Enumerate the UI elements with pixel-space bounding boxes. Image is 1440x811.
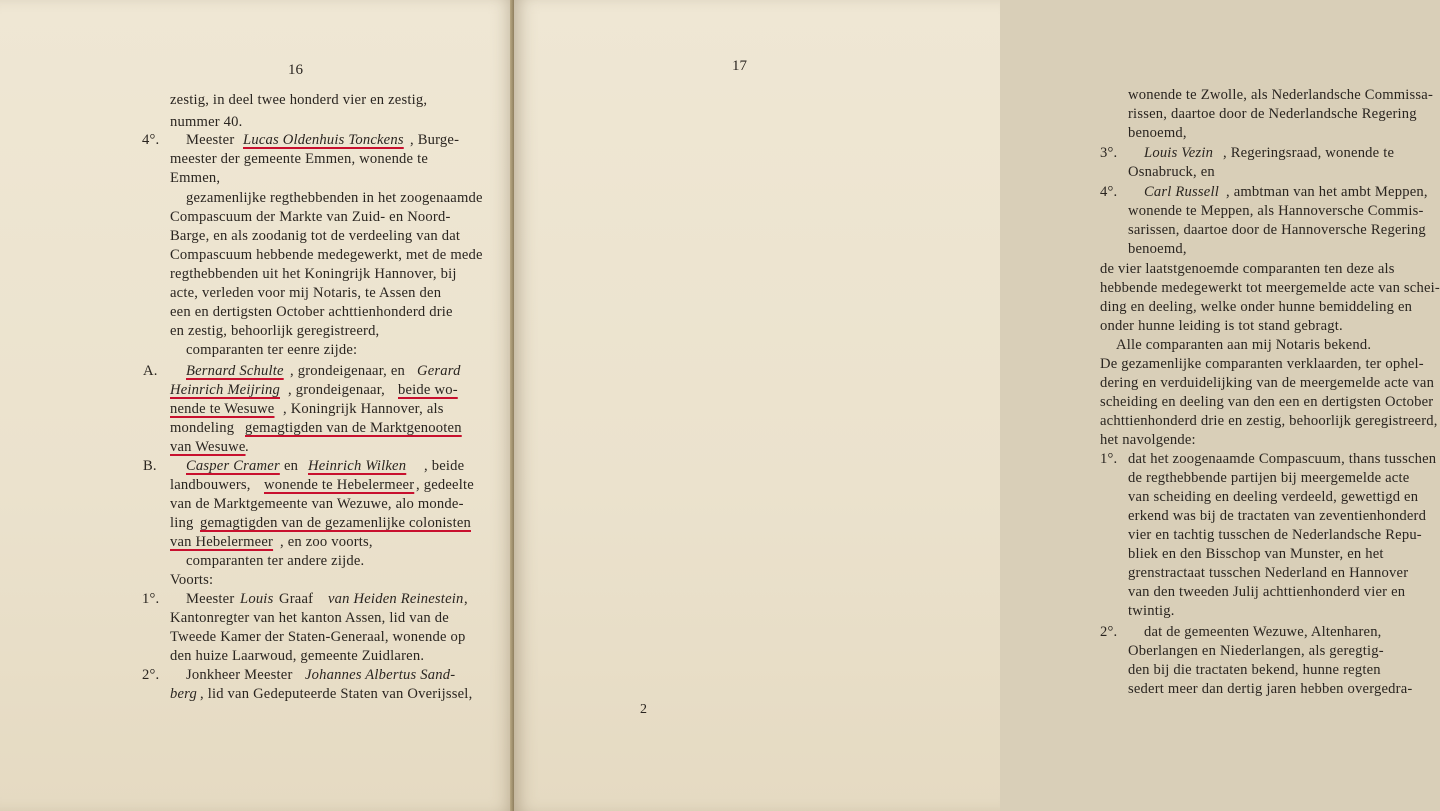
text-line: de vier laatstgenoemde comparanten ten deze als	[1100, 261, 1395, 277]
text-line: acte, verleden voor mij Notaris, te Assen den	[170, 285, 442, 301]
text-line: Oberlangen en Niederlangen, als geregtig-	[1128, 643, 1384, 659]
text-line: Kantonregter van het kanton Assen, lid van de	[170, 610, 449, 626]
text-line: Bernard Schulte	[186, 363, 284, 379]
text-line: 3°.	[1100, 145, 1118, 161]
text-line: wonende te Hebelermeer	[264, 477, 415, 493]
text-line: , beide	[424, 458, 465, 474]
text-line: rissen, daartoe door de Nederlandsche Regering	[1128, 106, 1417, 122]
text-line: comparanten ter andere zijde.	[186, 553, 365, 569]
text-line: B.	[143, 458, 157, 474]
text-line: Johannes Albertus Sand-	[305, 667, 456, 683]
text-line: vier en tachtig tusschen de Nederlandsche Repu-	[1128, 527, 1422, 543]
text-line: mondeling	[170, 420, 235, 436]
text-line: van Wesuwe	[170, 439, 246, 455]
text-line: meester der gemeente Emmen, wonende te	[170, 151, 429, 167]
text-line: 2°.	[142, 667, 160, 683]
text-line: , ambtman van het ambt Meppen,	[1226, 184, 1428, 200]
text-line: dat de gemeenten Wezuwe, Altenharen,	[1144, 624, 1382, 640]
text-line: Meester	[186, 591, 235, 607]
text-line: den huize Laarwoud, gemeente Zuidlaren.	[170, 648, 425, 664]
text-line: Voorts:	[170, 572, 214, 588]
text-line: wonende te Zwolle, als Nederlandsche Commissa-	[1128, 87, 1434, 103]
text-line: Osnabruck, en	[1128, 164, 1215, 180]
text-line: en zestig, behoorlijk geregistreerd,	[170, 323, 380, 339]
text-line: Compascuum hebbende medegewerkt, met de mede	[170, 247, 483, 263]
text-line: benoemd,	[1128, 241, 1187, 257]
text-line: Barge, en als zoodanig tot de verdeeling van dat	[170, 228, 461, 244]
text-line: Meester	[186, 132, 235, 148]
text-line: de regthebbende partijen bij meergemelde acte	[1128, 470, 1410, 486]
text-line: onder hunne leiding is tot stand gebragt.	[1100, 318, 1343, 334]
text-line: gemagtigden van de Marktgenooten	[245, 420, 462, 436]
text-line: A.	[143, 363, 158, 379]
text-line: Heinrich Wilken	[308, 458, 407, 474]
text-line: en	[284, 458, 299, 474]
text-line: , gedeelte	[416, 477, 474, 493]
signature-mark: 2	[640, 702, 647, 717]
text-line: van den tweeden Julij achttienhonderd vier en	[1128, 584, 1406, 600]
text-line: een en dertigsten October achttienhonderd drie	[170, 304, 453, 320]
text-line: 1°.	[142, 591, 160, 607]
text-line: comparanten ter eenre zijde:	[186, 342, 358, 358]
text-line: regthebbenden uit het Koningrijk Hannover, bij	[170, 266, 457, 282]
text-line: van de Marktgemeente van Wezuwe, alo monde-	[170, 496, 464, 512]
text-line: Carl Russell	[1144, 184, 1219, 200]
text-line: van scheiding en deeling verdeeld, gewettigd en	[1128, 489, 1419, 505]
text-line: Jonkheer Meester	[186, 667, 293, 683]
text-line: bliek en den Bisschop van Munster, en het	[1128, 546, 1384, 562]
text-line: 2°.	[1100, 624, 1118, 640]
text-line: Alle comparanten aan mij Notaris bekend.	[1116, 337, 1372, 353]
text-line: Graaf	[279, 591, 314, 607]
text-line: Gerard	[417, 363, 461, 379]
text-line: Louis Vezin	[1144, 145, 1214, 161]
text-line: gezamenlijke regthebbenden in het zoogenaamde	[186, 190, 483, 206]
right-page	[514, 0, 1440, 811]
text-line: zestig, in deel twee honderd vier en zestig,	[170, 92, 428, 108]
text-line: , lid van Gedeputeerde Staten van Overijssel,	[200, 686, 473, 702]
text-line: .	[245, 439, 249, 455]
text-line: , grondeigenaar, en	[290, 363, 406, 379]
text-line: Compascuum der Markte van Zuid- en Noord-	[170, 209, 451, 225]
text-line: De gezamenlijke comparanten verklaarden, ter ophel-	[1100, 356, 1424, 372]
text-line: erkend was bij de tractaten van zeventienhonderd	[1128, 508, 1427, 524]
text-line: 4°.	[142, 132, 160, 148]
text-line: nummer 40.	[170, 114, 243, 130]
text-line: dat het zoogenaamde Compascuum, thans tusschen	[1128, 451, 1437, 467]
page-number: 16	[288, 62, 303, 78]
page-number: 17	[732, 58, 747, 74]
text-line: 4°.	[1100, 184, 1118, 200]
text-line: landbouwers,	[170, 477, 251, 493]
text-line: nende te Wesuwe	[170, 401, 275, 417]
text-line: achttienhonderd drie en zestig, behoorlijk geregistreerd,	[1100, 413, 1438, 429]
text-line: grenstractaat tusschen Nederland en Hannover	[1128, 565, 1409, 581]
text-line: ding en deeling, welke onder hunne bemiddeling en	[1100, 299, 1413, 315]
left-page	[0, 0, 514, 811]
text-line: dering en verduidelijking van de meergemelde acte van	[1100, 375, 1435, 391]
text-line: , en zoo voorts,	[280, 534, 373, 550]
text-line: gemagtigden van de gezamenlijke colonisten	[200, 515, 471, 531]
text-line: 1°.	[1100, 451, 1118, 467]
text-line: van Hebelermeer	[170, 534, 274, 550]
text-line: berg	[170, 686, 198, 702]
text-line: Louis	[240, 591, 274, 607]
text-line: wonende te Meppen, als Hannoversche Commis-	[1128, 203, 1424, 219]
text-line: , Burge-	[410, 132, 460, 148]
text-line: van Heiden Reinestein	[328, 591, 464, 607]
text-line: twintig.	[1128, 603, 1175, 619]
text-line: scheiding en deeling van den een en dertigsten October	[1100, 394, 1434, 410]
text-line: , Koningrijk Hannover, als	[283, 401, 444, 417]
text-line: ling	[170, 515, 194, 531]
text-line: Heinrich Meijring	[170, 382, 280, 398]
text-line: , grondeigenaar,	[288, 382, 386, 398]
text-line: sarissen, daartoe door de Hannoversche Regering	[1128, 222, 1426, 238]
text-line: den bij die tractaten bekend, hunne regten	[1128, 662, 1381, 678]
text-line: Casper Cramer	[186, 458, 280, 474]
text-line: ,	[464, 591, 468, 607]
text-line: Emmen,	[170, 170, 221, 186]
text-line: beide wo-	[398, 382, 458, 398]
text-line: sedert meer dan dertig jaren hebben overgedra-	[1128, 681, 1413, 697]
text-line: , Regeringsraad, wonende te	[1223, 145, 1395, 161]
text-line: benoemd,	[1128, 125, 1187, 141]
text-line: het navolgende:	[1100, 432, 1196, 448]
text-line: Tweede Kamer der Staten-Generaal, wonende op	[170, 629, 466, 645]
text-line: hebbende medegewerkt tot meergemelde acte van schei-	[1100, 280, 1440, 296]
text-line: Lucas Oldenhuis Tonckens	[243, 132, 404, 148]
